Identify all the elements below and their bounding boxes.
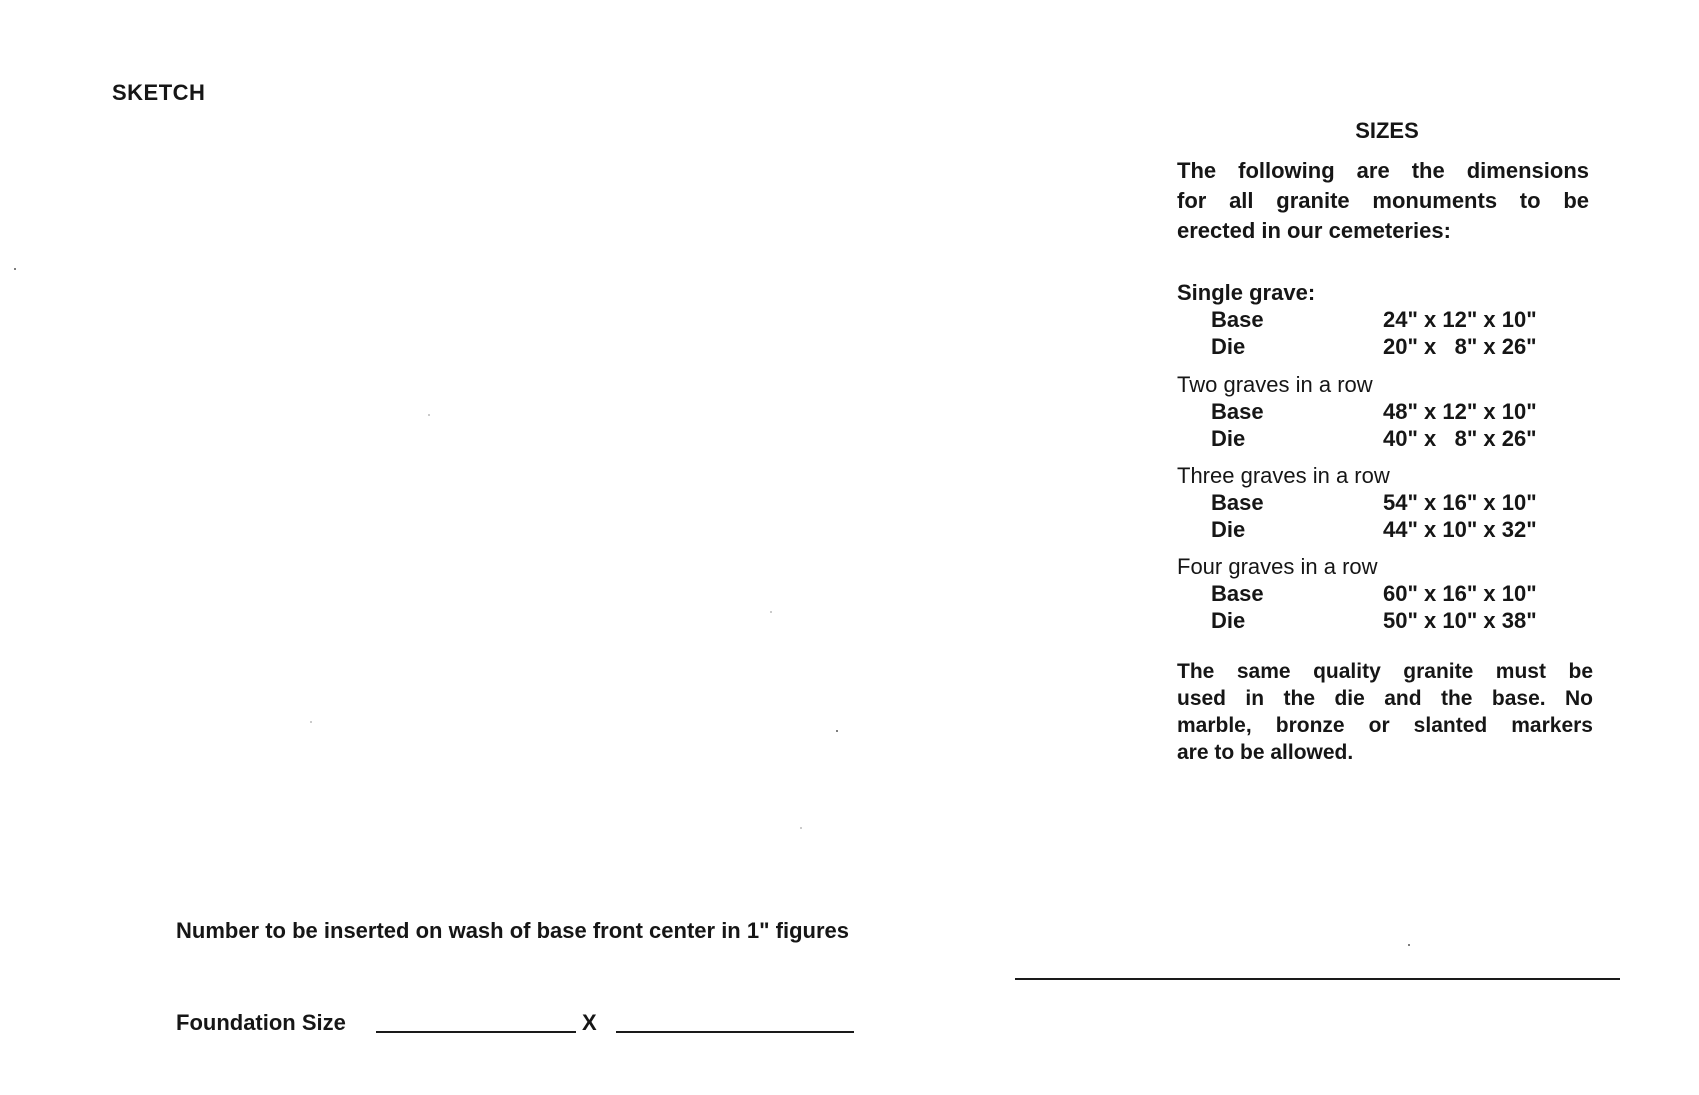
scan-speck (310, 721, 312, 723)
size-dims: 60" x 16" x 10" (1383, 581, 1537, 606)
size-dims: 40" x 8" x 26" (1383, 426, 1537, 451)
sizes-heading: SIZES (1355, 118, 1419, 143)
sizes-intro (1177, 156, 1589, 246)
foundation-x-separator: X (582, 1010, 597, 1035)
size-dims: 50" x 10" x 38" (1383, 608, 1537, 633)
scan-speck (428, 414, 430, 416)
size-group-title: Four graves in a row (1177, 554, 1378, 579)
size-part: Base (1211, 307, 1264, 332)
quality-note-line: are to be allowed. (1177, 741, 1354, 764)
size-group-three (1177, 463, 1597, 543)
scan-speck (14, 268, 16, 270)
size-part: Die (1211, 426, 1246, 451)
size-part: Die (1211, 334, 1246, 359)
scan-speck (770, 611, 772, 613)
scan-speck (1408, 944, 1410, 946)
size-row (1177, 607, 1597, 634)
size-group-title: Three graves in a row (1177, 463, 1390, 488)
size-row (1177, 489, 1597, 516)
quality-note-line: used in the die and the base. No (1177, 687, 1593, 710)
size-dims: 54" x 16" x 10" (1383, 490, 1537, 515)
size-dims: 20" x 8" x 26" (1383, 334, 1537, 359)
size-group-two (1177, 372, 1597, 452)
size-group-single (1177, 280, 1597, 360)
quality-note-line: marble, bronze or slanted markers (1177, 714, 1593, 737)
sizes-intro-line: for all granite monuments to be (1177, 188, 1589, 213)
size-row (1177, 333, 1597, 360)
size-part: Base (1211, 581, 1264, 606)
signature-line[interactable] (1015, 978, 1620, 980)
scan-speck (800, 827, 802, 829)
sizes-intro-line: erected in our cemeteries: (1177, 218, 1451, 243)
number-instruction: Number to be inserted on wash of base front center in 1" figures (176, 918, 849, 943)
size-dims: 24" x 12" x 10" (1383, 307, 1537, 332)
size-row (1177, 425, 1597, 452)
size-row (1177, 516, 1597, 543)
sizes-intro-line: The following are the dimensions (1177, 158, 1589, 183)
sketch-area[interactable] (100, 120, 980, 880)
size-row (1177, 398, 1597, 425)
foundation-width-blank[interactable] (376, 1031, 576, 1033)
size-part: Base (1211, 399, 1264, 424)
size-part: Base (1211, 490, 1264, 515)
foundation-length-blank[interactable] (616, 1031, 854, 1033)
quality-note (1177, 658, 1593, 766)
sketch-label: SKETCH (112, 80, 206, 105)
size-group-title: Single grave: (1177, 280, 1316, 305)
scan-speck (836, 730, 838, 732)
size-group-title: Two graves in a row (1177, 372, 1373, 397)
size-part: Die (1211, 608, 1246, 633)
quality-note-line: The same quality granite must be (1177, 660, 1593, 683)
size-part: Die (1211, 517, 1246, 542)
size-row (1177, 306, 1597, 333)
size-dims: 48" x 12" x 10" (1383, 399, 1537, 424)
size-group-four (1177, 554, 1597, 634)
size-row (1177, 580, 1597, 607)
foundation-size-label: Foundation Size (176, 1010, 346, 1035)
size-dims: 44" x 10" x 32" (1383, 517, 1537, 542)
